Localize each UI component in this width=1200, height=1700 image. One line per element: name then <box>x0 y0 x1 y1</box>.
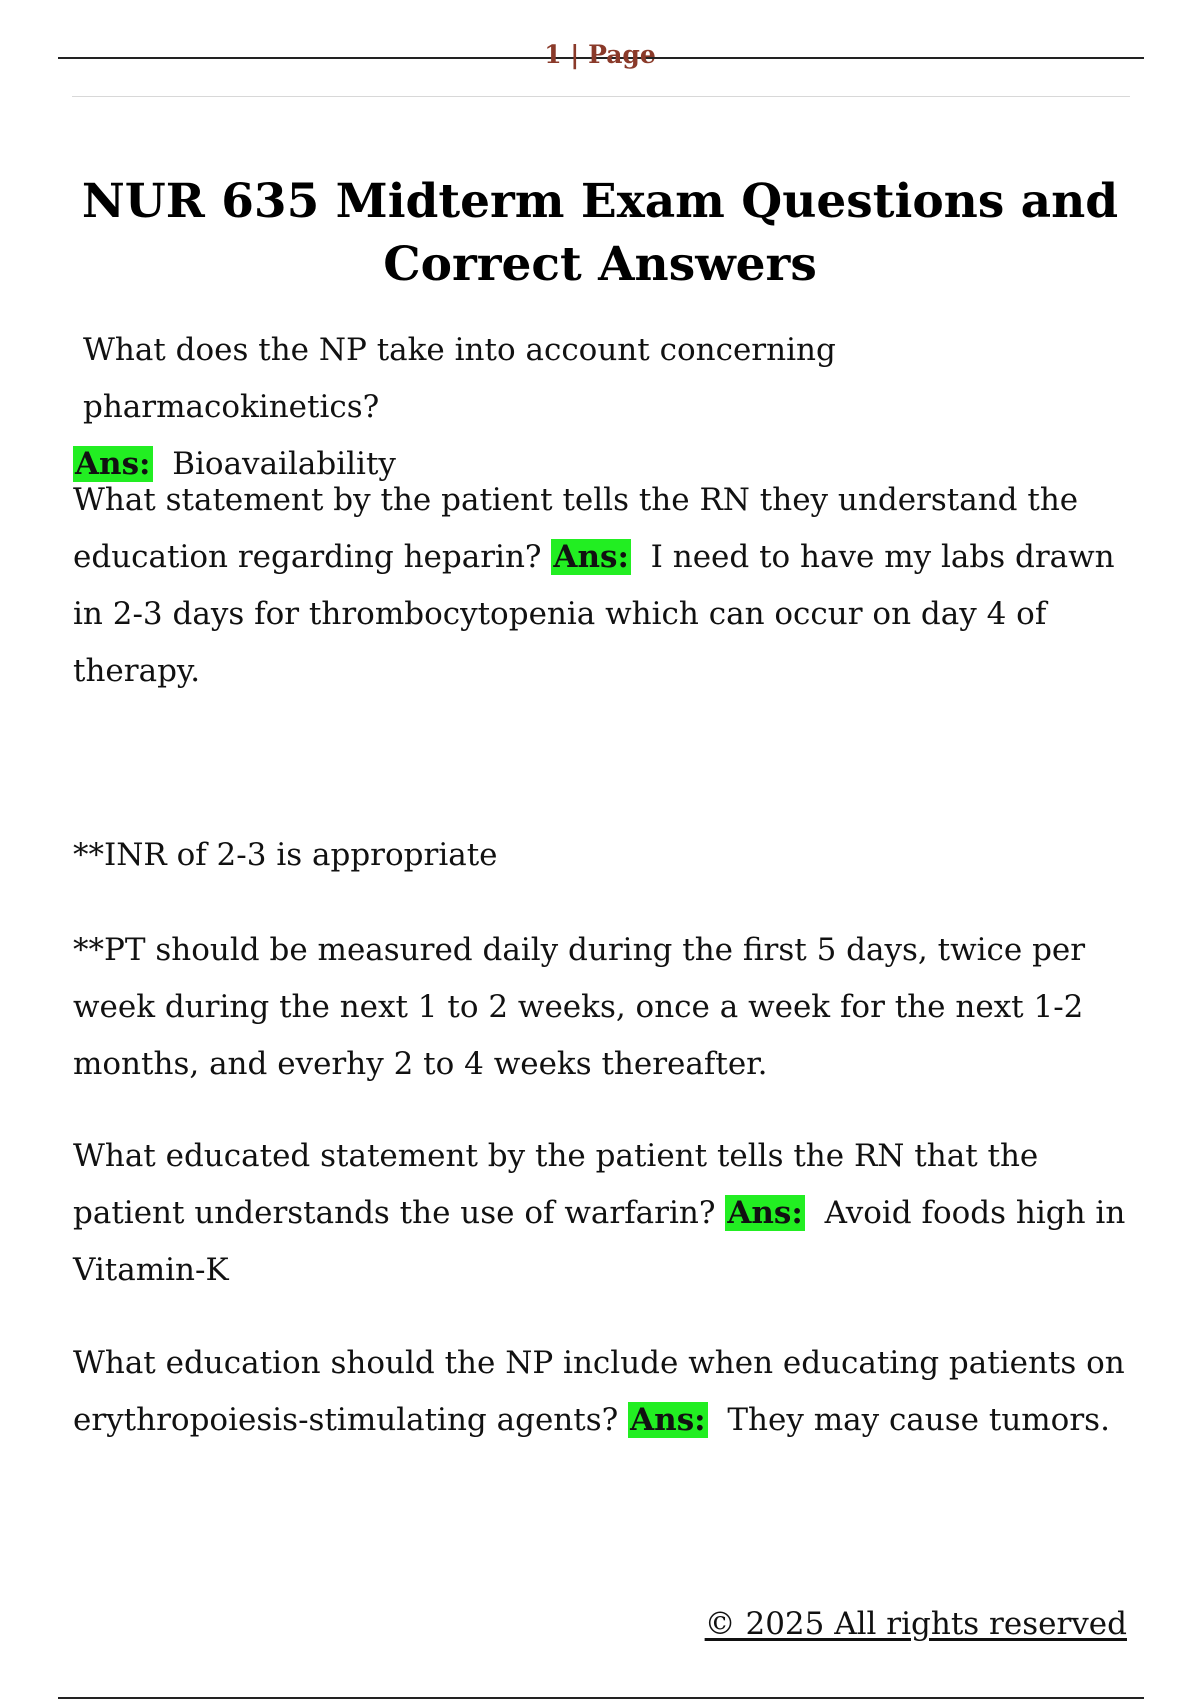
question-text: What educated statement by the patient tells the RN that the patient understands the use of warfarin? <box>73 1138 1039 1231</box>
header-divider <box>72 96 1130 97</box>
question-text: What statement by the patient tells the RN they understand the education regarding heparin? <box>73 482 1079 575</box>
note-text: **PT should be measured daily during the first 5 days, twice per week during the next 1 to 2 weeks, once a week for the next 1-2 months, and everhy 2 to 4 weeks thereafter. <box>73 932 1086 1082</box>
qa-item <box>73 472 1133 700</box>
qa-paragraph <box>73 1335 1133 1449</box>
answer-label: Ans: <box>727 1195 803 1231</box>
question-text: What education should the NP include when educating patients on erythropoiesis-stimulating agents? <box>73 1345 1125 1438</box>
question-text: What does the NP take into account concerning pharmacokinetics? <box>83 332 836 425</box>
answer-text: Bioavailability <box>172 446 396 482</box>
answer-label: Ans: <box>630 1402 706 1438</box>
answer-label: Ans: <box>75 446 151 482</box>
qa-item <box>73 1128 1133 1299</box>
answer-text: I need to have my labs drawn in 2-3 days for thrombocytopenia which can occur on day 4 of therapy. <box>73 539 1115 689</box>
qa-item <box>73 1335 1133 1449</box>
page-number: 1 | Page <box>544 40 656 69</box>
answer-label: Ans: <box>553 539 629 575</box>
answer-text: They may cause tumors. <box>727 1402 1110 1438</box>
qa-paragraph <box>73 472 1133 700</box>
note-text: **INR of 2-3 is appropriate <box>73 837 498 873</box>
answer-text: Avoid foods high in Vitamin-K <box>73 1195 1126 1288</box>
qa-item <box>75 322 1133 493</box>
copyright-notice: © 2025 All rights reserved <box>704 1606 1127 1642</box>
qa-paragraph <box>73 1128 1133 1299</box>
footer-rule <box>58 1697 1144 1699</box>
document-title: NUR 635 Midterm Exam Questions and Correct Answers <box>81 174 1119 292</box>
